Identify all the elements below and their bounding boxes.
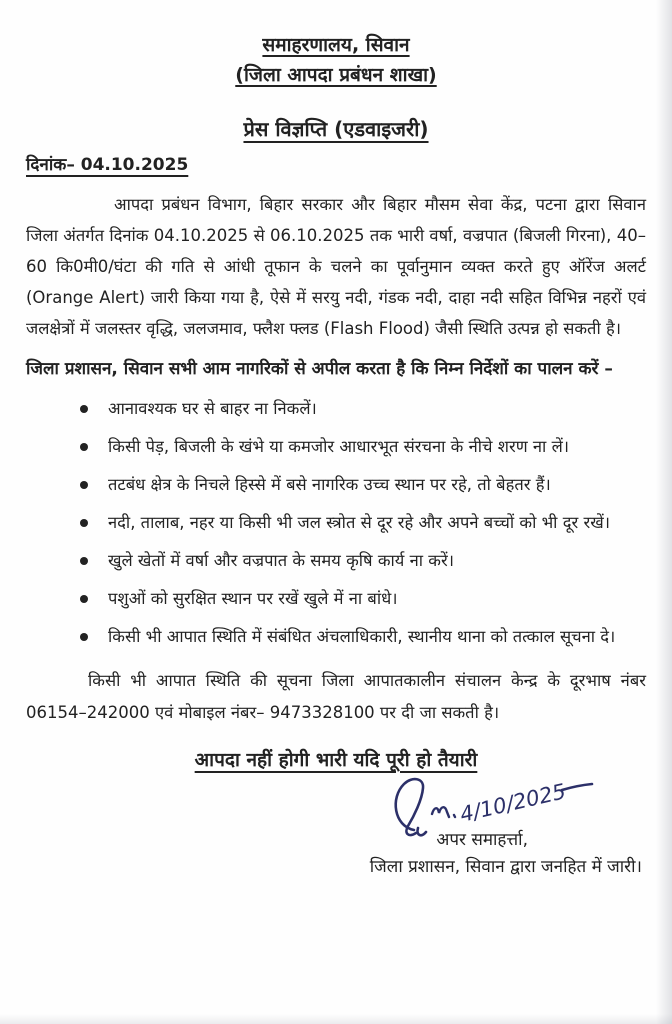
advisory-point: नदी, तालाब, नहर या किसी भी जल स्त्रोत से दूर रहे और अपने बच्चों को भी दूर रखें। — [108, 507, 646, 538]
advisory-point: पशुओं को सुरक्षित स्थान पर रखें खुले में ना बांधे। — [108, 583, 646, 614]
page-title: प्रेस विज्ञप्ति (एडवाइजरी) — [243, 117, 429, 141]
advisory-point: आनावश्यक घर से बाहर ना निकलें। — [108, 393, 646, 424]
advisory-point: तटबंध क्षेत्र के निचले हिस्से में बसे नागरिक उच्च स्थान पर रहे, तो बेहतर हैं। — [108, 469, 646, 500]
appeal-heading: जिला प्रशासन, सिवान सभी आम नागरिकों से अपील करता है कि निम्न निर्देशों का पालन करें – — [26, 359, 613, 379]
signature-flourish — [562, 784, 592, 790]
signatory-title: अपर समाहर्त्ता, — [436, 830, 528, 850]
signature-block — [26, 776, 646, 838]
date-label: दिनांक– 04.10.2025 — [26, 155, 189, 175]
advisory-point: किसी पेड़, बिजली के खंभे या कमजोर आधारभूत संरचना के नीचे शरण ना लें। — [108, 431, 646, 462]
signature-date: 4/10/2025 — [457, 779, 569, 827]
slogan: आपदा नहीं होगी भारी यदि पूरी हो तैयारी — [194, 749, 478, 771]
signature-initial — [432, 807, 455, 817]
office-name: समाहरणालय, सिवान — [262, 34, 410, 56]
issued-by-line: जिला प्रशासन, सिवान द्वारा जनहित में जारी। — [369, 857, 642, 877]
intro-paragraph: आपदा प्रबंधन विभाग, बिहार सरकार और बिहार मौसम सेवा केंद्र, पटना द्वारा सिवान जिला अंतर्गत दिनांक 04.10.2025 से 06.10.2025 तक भारी वर्षा, वज्रपात (बिजली गिरना), 40–60 कि0मी0/घंटा की गति से आंधी तूफान के चलने का पूर्वानुमान व्यक्त करते हुए ऑरेंज अलर्ट (Orange Alert) जारी किया गया है, ऐसे में सरयु नदी, गंडक नदी, दाहा नदी सहित विभिन्न नहरों एवं जलक्षेत्रों में जलस्तर वृद्धि, जलजमाव, फ्लैश फ्लड (Flash Flood) जैसी स्थिति उत्पन्न हो सकती है। — [26, 195, 646, 338]
advisory-list — [26, 393, 646, 652]
signature-scribble — [396, 779, 426, 835]
contact-paragraph: किसी भी आपात स्थिति की सूचना जिला आपातकालीन संचालन केन्द्र के दूरभाष नंबर 06154–242000 एवं मोबाइल नंबर– 9473328100 पर दी जा सकती है। — [26, 671, 646, 722]
signature — [366, 772, 616, 844]
advisory-point: खुले खेतों में वर्षा और वज्रपात के समय कृषि कार्य ना करें। — [108, 545, 646, 576]
office-branch: (जिला आपदा प्रबंधन शाखा) — [235, 64, 437, 86]
date-row — [26, 142, 646, 175]
letterhead — [26, 30, 646, 90]
advisory-point: किसी भी आपात स्थिति में संबंधित अंचलाधिकारी, स्थानीय थाना को तत्काल सूचना दे। — [108, 621, 646, 652]
